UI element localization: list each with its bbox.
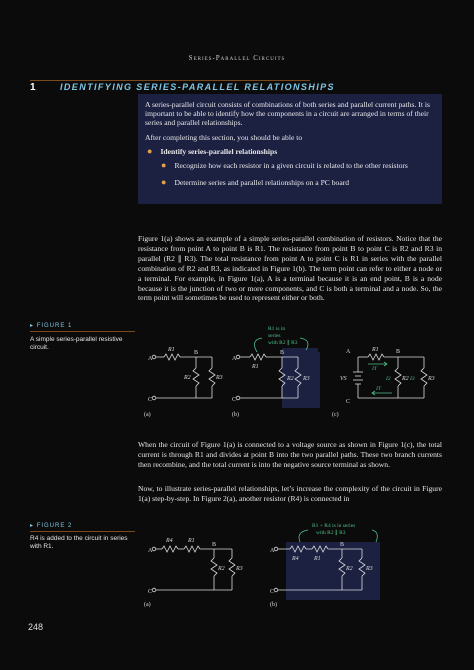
section-rule <box>30 80 310 81</box>
r1-label: R1 <box>168 347 175 353</box>
annotation-line-2: with R2 ∥ R3 <box>316 530 346 536</box>
bullet-icon: ● <box>147 145 153 156</box>
current-label: IT <box>372 366 377 372</box>
node-a-label: A <box>346 349 351 355</box>
r4-label: R4 <box>166 538 173 544</box>
r3-label: R3 <box>216 375 223 381</box>
r1-label: R1 <box>372 347 379 353</box>
bullet-icon: ● <box>161 177 167 188</box>
node-c-label: C <box>148 589 153 595</box>
r3-label: R3 <box>303 376 310 382</box>
figure-1-labels <box>140 320 445 420</box>
running-head: Series-Parallel Circuits <box>188 54 286 62</box>
r1-label: R1 <box>188 538 195 544</box>
r3-label: R3 <box>428 376 435 382</box>
figure-1-tag-text: FIGURE 1 <box>36 323 73 329</box>
node-b-label: B <box>280 350 285 356</box>
current-label: I3 <box>410 376 415 382</box>
subfigure-label-c: (c) <box>332 412 339 418</box>
node-a-label: A <box>232 356 237 362</box>
node-a-label: A <box>270 548 275 554</box>
paragraph-3: Now, to illustrate series-parallel relationships, let’s increase the complexity of the circuit in Figure 1(a) step-by-step. In Figure 2(a), another resistor (R4) is connected in <box>138 484 442 503</box>
page-number: 248 <box>28 622 44 632</box>
figure-2-tag <box>30 522 135 532</box>
r3-label: R3 <box>236 566 243 572</box>
node-b-label: B <box>212 542 217 548</box>
r2-label: R2 <box>346 566 353 572</box>
paragraph-1: Figure 1(a) shows an example of a simple series-parallel combination of resistors. Notice that the resistance from point A to point B is R1. The resistance from point B to point C is R2 and R3 in parallel (R2 ∥ R3). The total resistance from point A to point C is R1 in series with the parallel combination of R2 and R3, as indicated in Figure 1(b). The term point can refer to either a node or a terminal. For example, in Figure 1(a), A is a terminal because it is an end point, B is a node because it is the junction of two or more components, and C is both a terminal and a node. So, the term point will sometimes be used to represent either or both. <box>138 234 442 303</box>
annotation-line-2: series <box>268 333 281 339</box>
objectives-lead: After completing this section, you should be able to <box>145 132 303 142</box>
objectives-intro: A series-parallel circuit consists of combinations of both series and parallel current paths. It is important to be able to identify how the components in a circuit are arranged in terms of their series and parallel relationships. <box>145 100 430 128</box>
current-label: I2 <box>386 376 391 382</box>
figure-tag-arrow-icon: ▸ <box>30 523 37 529</box>
r3-label: R3 <box>366 566 373 572</box>
objective-main <box>147 147 442 156</box>
objective-sub-text: Recognize how each resistor in a given circuit is related to the other resistors <box>174 161 408 171</box>
annotation-line-1: R1 + R4 is in series <box>312 523 356 529</box>
subfigure-label-b: (b) <box>270 602 277 608</box>
bullet-icon: ● <box>161 160 167 171</box>
objective-sub-text: Determine series and parallel relationships on a PC board <box>174 178 350 188</box>
node-b-label: B <box>396 349 401 355</box>
node-a-label: A <box>148 356 153 362</box>
paragraph-2: When the circuit of Figure 1(a) is connected to a voltage source as shown in Figure 1(c), the total current is through R1 and divides at point B into the two parallel paths. These two branch currents then recombine, and the total current is into the negative source terminal as shown. <box>138 440 442 469</box>
node-c-label: C <box>232 397 237 403</box>
section-number: 1 <box>30 82 36 93</box>
figure-tag-arrow-icon: ▸ <box>30 323 37 329</box>
section-title: IDENTIFYING SERIES-PARALLEL RELATIONSHIPS <box>60 82 335 92</box>
objective-sub-2 <box>161 178 442 187</box>
node-c-label: C <box>148 397 153 403</box>
r2-label: R2 <box>184 375 191 381</box>
figure-2-tag-text: FIGURE 2 <box>36 523 73 529</box>
figure-1-caption: A simple series-parallel resistive circuit. <box>30 336 123 351</box>
node-c-label: C <box>346 399 351 405</box>
annotation-line-1: R1 is in <box>268 326 286 332</box>
subfigure-label-b: (b) <box>232 412 239 418</box>
annotation-line-3: with R2 ∥ R3 <box>268 340 298 346</box>
r1-label: R1 <box>314 556 321 562</box>
subfigure-label-a: (a) <box>144 412 151 418</box>
node-b-label: B <box>340 542 345 548</box>
r1-label: R1 <box>252 364 259 370</box>
r2-label: R2 <box>218 566 225 572</box>
node-a-label: A <box>148 548 153 554</box>
objectives-box <box>138 94 442 204</box>
r2-label: R2 <box>402 376 409 382</box>
figure-2-labels <box>140 520 440 612</box>
objective-main-text: Identify series-parallel relationships <box>160 146 278 156</box>
figure-1-tag <box>30 322 135 332</box>
figure-2-caption: R4 is added to the circuit in series with R1. <box>30 535 128 550</box>
r2-label: R2 <box>287 376 294 382</box>
r4-label: R4 <box>292 556 299 562</box>
current-label: IT <box>376 386 381 392</box>
source-label: VS <box>340 376 347 382</box>
node-b-label: B <box>194 350 199 356</box>
node-c-label: C <box>270 589 275 595</box>
subfigure-label-a: (a) <box>144 602 151 608</box>
objective-sub-1 <box>161 161 442 170</box>
